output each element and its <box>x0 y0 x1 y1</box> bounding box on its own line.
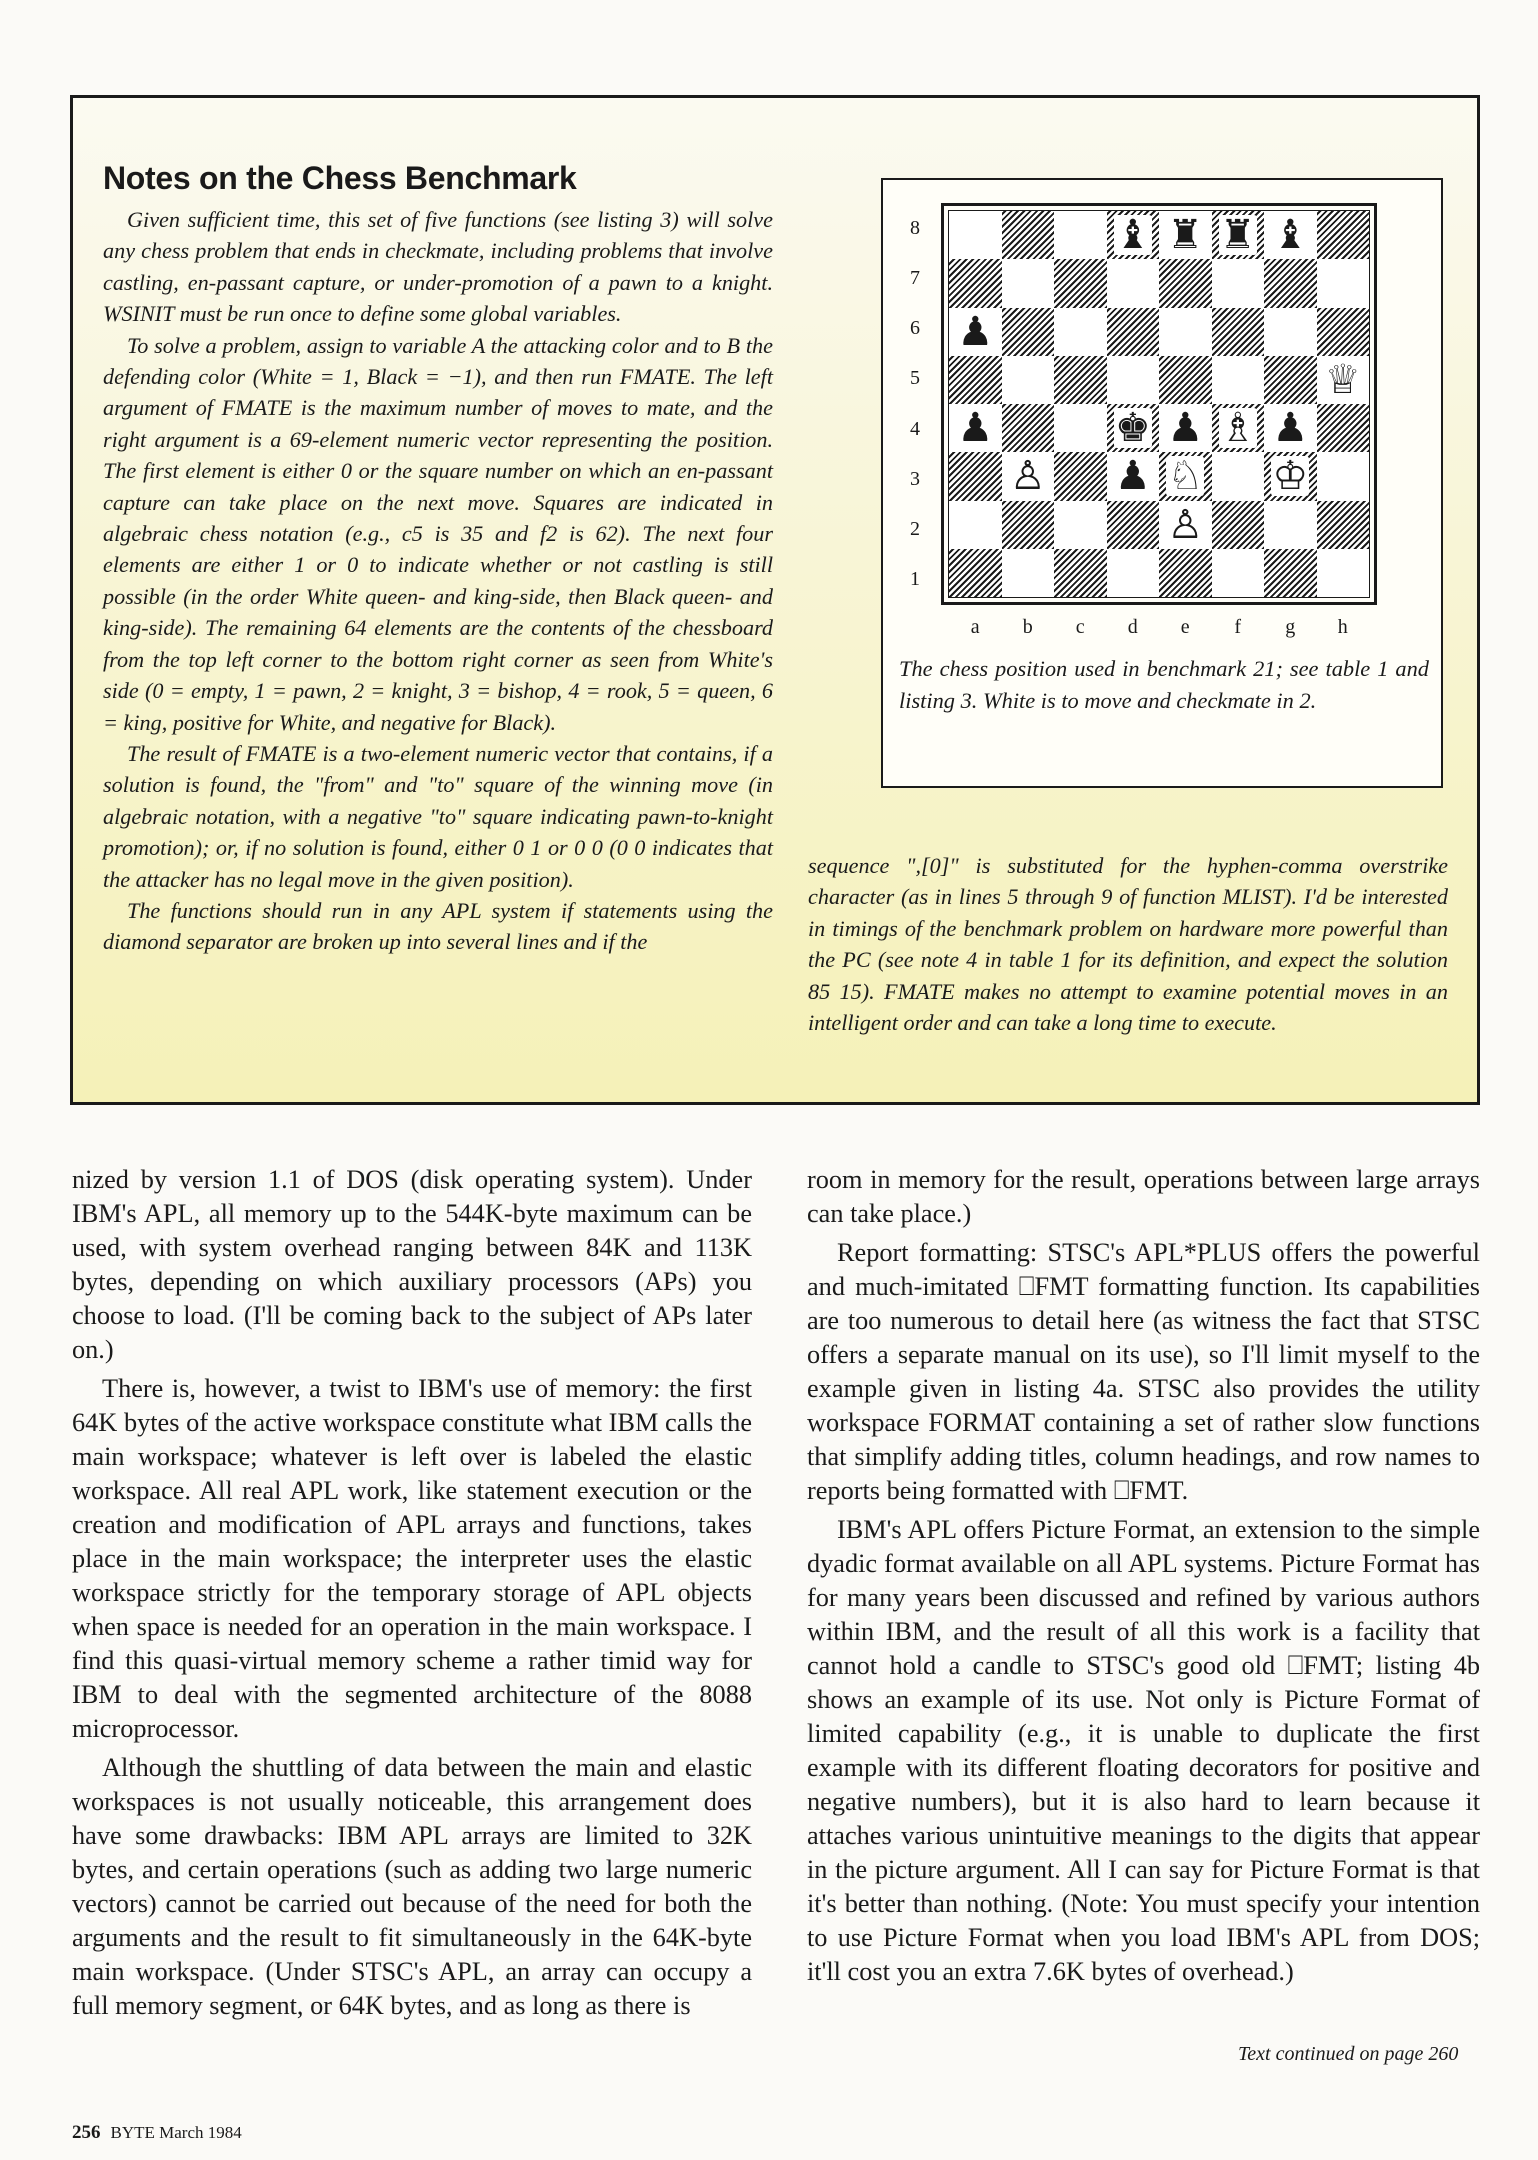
board-square <box>1107 549 1160 597</box>
chess-piece-icon: ♜ <box>1219 212 1256 259</box>
chess-piece-icon: ♟ <box>1272 405 1309 452</box>
rank-label: 7 <box>910 266 920 289</box>
chess-piece-icon: ♚ <box>1114 405 1151 452</box>
board-square <box>1107 259 1160 307</box>
board-square <box>949 308 1002 356</box>
rank-label: 3 <box>910 467 920 490</box>
board-square <box>1107 501 1160 549</box>
page-number: 256 <box>72 2122 101 2143</box>
board-square <box>1317 259 1370 307</box>
board-square <box>949 211 1002 259</box>
chess-piece-icon: ♘ <box>1167 453 1204 500</box>
chess-piece-icon: ♔ <box>1272 453 1309 500</box>
board-square <box>949 452 1002 500</box>
board-square <box>949 404 1002 452</box>
board-square <box>1054 404 1107 452</box>
board-square <box>1317 549 1370 597</box>
sidebar-paragraph: To solve a problem, assign to variable A the attacking color and to B the defending color (White = 1, Black = −1), and then run FMATE. The left argument of FMATE is the maximum number of moves to mate, and the right argument is a 69-element numeric vector representing the position. The first element is either 0 or the square number on which an en-passant capture can take place on the next move. Squares are indicated in algebraic chess notation (e.g., c5 is 35 and f2 is 62). The next four elements are either 1 or 0 to indicate whether or not castling is still possible (in the order White queen- and king-side, then Black queen- and king-side). The remaining 64 elements are the contents of the chessboard from the top left corner to the bottom right corner as seen from White's side (0 = empty, 1 = pawn, 2 = knight, 3 = bishop, 4 = rook, 5 = queen, 6 = king, positive for White, and negative for Black). <box>103 332 773 735</box>
rank-labels <box>903 203 927 605</box>
board-square <box>949 356 1002 404</box>
board-square <box>1212 259 1265 307</box>
board-square <box>1212 308 1265 356</box>
file-label: a <box>970 615 980 638</box>
figure-caption: The chess position used in benchmark 21; see table 1 and listing 3. White is to move and checkmate in 2. <box>899 656 1429 713</box>
chessboard-frame <box>941 203 1377 605</box>
board-square <box>1054 501 1107 549</box>
chess-piece-icon: ♙ <box>1167 501 1204 548</box>
body-paragraph: Report formatting: STSC's APL*PLUS offers the powerful and much-imitated ⎕FMT formatting function. Its capabilities are too numerous to detail here (as witness the fact that STSC offers a separate manual on its use), so I'll limit myself to the example given in listing 4a. STSC also provides the utility workspace FORMAT containing a set of rather slow functions that simplify adding titles, column headings, and row names to reports being formatted with ⎕FMT. <box>807 1238 1480 1505</box>
file-label: c <box>1075 615 1085 638</box>
body-paragraph: IBM's APL offers Picture Format, an extension to the simple dyadic format available on all APL systems. Picture Format has for many years been discussed and refined by various authors within IBM, and the result of all this work is a facility that cannot hold a candle to STSC's good old ⎕FMT; listing 4b shows an example of its use. Not only is Picture Format of limited capability (e.g., it is unable to duplicate the first example with its different floating decorators for positive and negative numbers), but it is also hard to learn because it attaches various unintuitive meanings to the digits that appear in the picture argument. All I can say for Picture Format is that it's better than nothing. (Note: You must specify your intention to use Picture Format when you load IBM's APL from DOS; it'll cost you an extra 7.6K bytes of overhead.) <box>807 1515 1480 1986</box>
sidebar-left-column <box>103 204 773 958</box>
board-square <box>1264 308 1317 356</box>
board-square <box>1212 211 1265 259</box>
board-square <box>1054 211 1107 259</box>
page-footer <box>72 2122 242 2144</box>
board-square <box>1212 356 1265 404</box>
continued-note: Text continued on page 260 <box>1238 2043 1459 2065</box>
file-label: h <box>1337 615 1348 638</box>
chess-figure <box>881 178 1443 788</box>
board-square <box>1317 211 1370 259</box>
board-square <box>1159 211 1212 259</box>
board-square <box>1054 308 1107 356</box>
chess-piece-icon: ♟ <box>1114 453 1151 500</box>
board-square <box>949 259 1002 307</box>
board-square <box>1107 308 1160 356</box>
board-square <box>1264 259 1317 307</box>
board-square <box>1002 211 1055 259</box>
chess-piece-icon: ♜ <box>1167 212 1204 259</box>
board-square <box>1159 356 1212 404</box>
board-square <box>1264 452 1317 500</box>
board-square <box>1159 549 1212 597</box>
body-paragraph: nized by version 1.1 of DOS (disk operating system). Under IBM's APL, all memory up to the 544K-byte maximum can be used, with system overhead ranging between 84K and 113K bytes, depending on which auxiliary processors (APs) you choose to load. (I'll be coming back to the subject of APs later on.) <box>72 1165 752 1364</box>
chess-piece-icon: ♙ <box>1009 453 1046 500</box>
board-square <box>1002 259 1055 307</box>
board-square <box>1002 356 1055 404</box>
sidebar-paragraph: The functions should run in any APL system if statements using the diamond separator are broken up into several lines and if the <box>103 897 773 955</box>
board-square <box>1002 501 1055 549</box>
body-right-column <box>807 1163 1480 1994</box>
sidebar-box <box>70 95 1480 1105</box>
chess-piece-icon: ♝ <box>1114 212 1151 259</box>
body-paragraph: room in memory for the result, operations between large arrays can take place.) <box>807 1165 1480 1228</box>
rank-label: 6 <box>910 317 920 340</box>
board-square <box>1159 501 1212 549</box>
body-paragraph: Although the shuttling of data between the main and elastic workspaces is not usually noticeable, this arrangement does have some drawbacks: IBM APL arrays are limited to 32K bytes, and certain operations (such as adding two large numeric vectors) cannot be carried out because of the need for both the arguments and the result to fit simultaneously in the 64K-byte main workspace. (Under STSC's APL, an array can occupy a full memory segment, or 64K bytes, and as long as there is <box>72 1753 752 2020</box>
board-square <box>1159 259 1212 307</box>
body-paragraph: There is, however, a twist to IBM's use of memory: the first 64K bytes of the active workspace constitute what IBM calls the main workspace; whatever is left over is labeled the elastic workspace. All real APL work, like statement execution or the creation and modification of APL arrays and functions, takes place in the main workspace; the interpreter uses the elastic workspace strictly for the temporary storage of APL objects when space is needed for an operation in the main workspace. I find this quasi-virtual memory scheme a rather timid way for IBM to deal with the segmented architecture of the 8088 microprocessor. <box>72 1374 752 1743</box>
board-square <box>1107 452 1160 500</box>
board-square <box>1159 452 1212 500</box>
issue-label: BYTE March 1984 <box>110 2123 242 2142</box>
board-square <box>1054 259 1107 307</box>
board-square <box>1212 501 1265 549</box>
board-square <box>1264 211 1317 259</box>
rank-label: 4 <box>910 417 920 440</box>
sidebar-right-column <box>808 850 1448 1038</box>
board-square <box>1264 356 1317 404</box>
board-square <box>1212 404 1265 452</box>
board-square <box>1264 501 1317 549</box>
board-square <box>1317 452 1370 500</box>
board-square <box>1002 452 1055 500</box>
board-square <box>1317 356 1370 404</box>
sidebar-paragraph: sequence ",[0]" is substituted for the hyphen-comma overstrike character (as in lines 5 through 9 of function MLIST). I'd be interested in timings of the benchmark problem on hardware more powerful than the PC (see note 4 in table 1 for its definition, and expect the solution 85 15). FMATE makes no attempt to examine potential moves in an intelligent order and can take a long time to execute. <box>808 853 1448 1036</box>
board-square <box>1054 549 1107 597</box>
rank-label: 8 <box>910 216 920 239</box>
chess-piece-icon: ♕ <box>1324 356 1361 403</box>
board-square <box>1002 308 1055 356</box>
board-square <box>1264 404 1317 452</box>
file-label: d <box>1127 615 1138 638</box>
board-square <box>1002 404 1055 452</box>
board-square <box>1054 452 1107 500</box>
board-square <box>1107 211 1160 259</box>
chessboard <box>948 210 1370 598</box>
file-label: g <box>1285 615 1296 638</box>
rank-label: 5 <box>910 367 920 390</box>
body-left-column <box>72 1163 752 2028</box>
board-square <box>949 501 1002 549</box>
board-square <box>1002 549 1055 597</box>
board-square <box>1212 549 1265 597</box>
board-square <box>1212 452 1265 500</box>
file-label: e <box>1180 615 1190 638</box>
sidebar-title: Notes on the Chess Benchmark <box>103 160 577 196</box>
rank-label: 1 <box>910 568 920 591</box>
chess-piece-icon: ♗ <box>1219 405 1256 452</box>
chess-piece-icon: ♟ <box>957 405 994 452</box>
board-square <box>1054 356 1107 404</box>
board-square <box>1159 404 1212 452</box>
board-square <box>1107 404 1160 452</box>
board-square <box>1317 308 1370 356</box>
rank-label: 2 <box>910 518 920 541</box>
file-label: f <box>1234 615 1242 638</box>
sidebar-paragraph: Given sufficient time, this set of five functions (see listing 3) will solve any chess problem that ends in checkmate, including problems that involve castling, en-passant capture, or under-promotion of a pawn to a knight. WSINIT must be run once to define some global variables. <box>103 207 773 327</box>
board-square <box>1264 549 1317 597</box>
chess-piece-icon: ♟ <box>957 308 994 355</box>
board-square <box>949 549 1002 597</box>
chess-piece-icon: ♝ <box>1272 212 1309 259</box>
board-square <box>1159 308 1212 356</box>
board-square <box>1107 356 1160 404</box>
chess-piece-icon: ♟ <box>1167 405 1204 452</box>
sidebar-paragraph: The result of FMATE is a two-element numeric vector that contains, if a solution is found, the "from" and "to" square of the winning move (in algebraic notation, with a negative "to" square indicating pawn-to-knight promotion); or, if no solution is found, either 0 1 or 0 0 (0 0 indicates that the attacker has no legal move in the given position). <box>103 740 773 892</box>
file-label: b <box>1022 615 1033 638</box>
board-square <box>1317 404 1370 452</box>
board-square <box>1317 501 1370 549</box>
file-labels <box>949 612 1369 642</box>
